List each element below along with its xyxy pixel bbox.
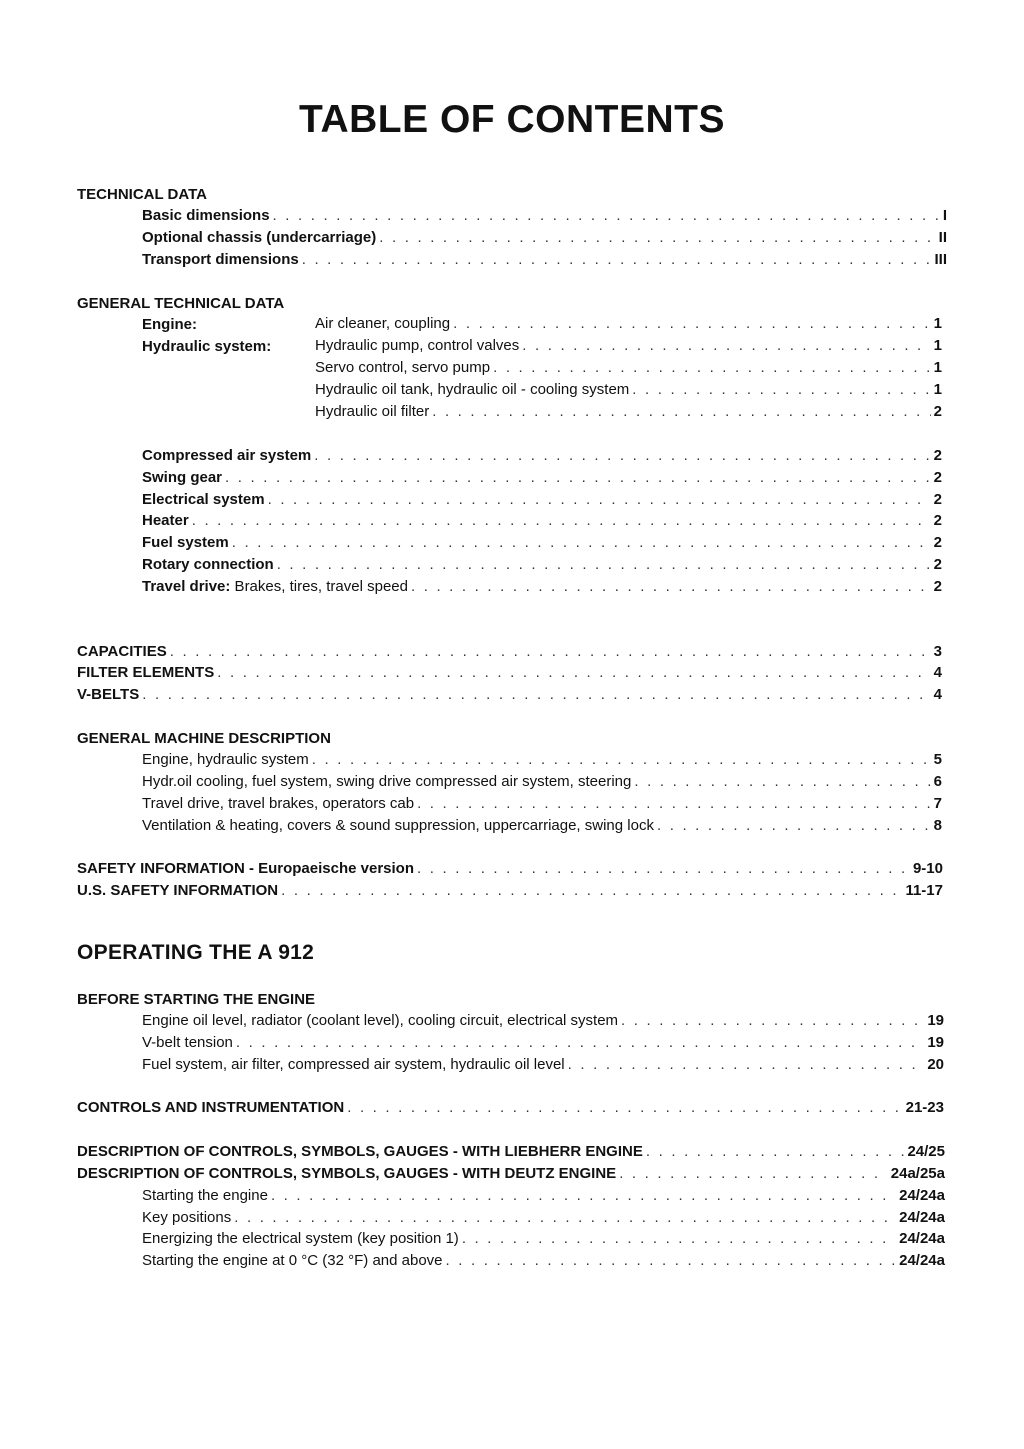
toc-entry[interactable] (77, 882, 943, 902)
dot-leader (232, 534, 931, 551)
dot-leader (277, 556, 931, 573)
toc-entry[interactable] (142, 1056, 944, 1076)
entry-label: CONTROLS AND INSTRUMENTATION (77, 1099, 345, 1116)
entry-page: 8 (933, 817, 942, 834)
dot-leader (493, 359, 931, 376)
toc-entry-controls[interactable] (77, 1099, 944, 1119)
entry-page: 5 (933, 751, 942, 768)
entry-page: 9-10 (912, 860, 943, 877)
entry-label: Heater (142, 512, 189, 529)
dot-leader (142, 686, 930, 703)
dot-leader (236, 1034, 924, 1051)
entry-label: Starting the engine (142, 1187, 268, 1204)
toc-entry[interactable] (142, 773, 942, 793)
dot-leader (417, 795, 931, 812)
dot-leader (634, 773, 930, 790)
toc-entry[interactable] (142, 817, 942, 837)
section-heading-general-technical-data: GENERAL TECHNICAL DATA (77, 295, 285, 312)
entry-label: Transport dimensions (142, 251, 299, 268)
toc-entry[interactable] (142, 512, 942, 532)
toc-entry[interactable] (315, 381, 942, 401)
section-heading-before-starting: BEFORE STARTING THE ENGINE (77, 991, 316, 1008)
dot-leader (619, 1165, 888, 1182)
entry-page: 6 (933, 773, 942, 790)
entry-page: 3 (933, 643, 942, 660)
engine-label: Engine: (142, 316, 197, 333)
entry-label: Engine, hydraulic system (142, 751, 309, 768)
dot-leader (192, 512, 931, 529)
entry-label: Optional chassis (undercarriage) (142, 229, 377, 246)
entry-label: Ventilation & heating, covers & sound suppression, uppercarriage, swing lock (142, 817, 654, 834)
entry-page: 2 (933, 491, 942, 508)
hydraulic-system-label: Hydraulic system: (142, 338, 272, 355)
dot-leader (379, 229, 935, 246)
entry-page: 19 (927, 1012, 944, 1029)
toc-entry[interactable] (142, 534, 942, 554)
dot-leader (302, 251, 932, 268)
dot-leader (446, 1252, 897, 1269)
entry-label: Air cleaner, coupling (315, 315, 451, 332)
entry-label: Fuel system (142, 534, 229, 551)
toc-entry[interactable] (77, 860, 943, 880)
dot-leader (417, 860, 910, 877)
dot-leader (217, 664, 930, 681)
toc-entry[interactable] (77, 686, 942, 706)
entry-page: II (938, 229, 947, 246)
dot-leader (314, 447, 930, 464)
dot-leader (621, 1012, 924, 1029)
toc-entry[interactable] (142, 1209, 945, 1229)
entry-page: 2 (933, 469, 942, 486)
entry-label: Rotary connection (142, 556, 274, 573)
toc-entry[interactable] (142, 229, 947, 249)
toc-entry[interactable] (142, 251, 947, 271)
entry-page: 2 (933, 403, 942, 420)
dot-leader (522, 337, 930, 354)
toc-entry[interactable] (142, 1252, 945, 1272)
dot-leader (312, 751, 931, 768)
dot-leader (273, 207, 940, 224)
entry-label: DESCRIPTION OF CONTROLS, SYMBOLS, GAUGES - WITH DEUTZ ENGINE (77, 1165, 617, 1182)
section-heading-technical-data: TECHNICAL DATA (77, 186, 207, 203)
section-heading-machine-description: GENERAL MACHINE DESCRIPTION (77, 730, 331, 747)
entry-page: I (942, 207, 947, 224)
dot-leader (347, 1099, 902, 1116)
entry-label: Basic dimensions (142, 207, 270, 224)
entry-page: 2 (933, 512, 942, 529)
dot-leader (234, 1209, 896, 1226)
entry-label: Starting the engine at 0 °C (32 °F) and above (142, 1252, 443, 1269)
toc-entry[interactable] (142, 1012, 944, 1032)
entry-label: V-belt tension (142, 1034, 233, 1051)
entry-page: 2 (933, 556, 942, 573)
entry-page: 4 (933, 686, 942, 703)
entry-page: 24a/25a (890, 1165, 945, 1182)
entry-page: 24/25 (907, 1143, 945, 1160)
entry-page: 19 (927, 1034, 944, 1051)
toc-entry[interactable] (142, 447, 942, 467)
dot-leader (411, 578, 931, 595)
entry-label: Engine oil level, radiator (coolant level), cooling circuit, electrical system (142, 1012, 619, 1029)
toc-entry[interactable] (77, 1165, 945, 1185)
entry-label: Energizing the electrical system (key position 1) (142, 1230, 459, 1247)
entry-page: 2 (933, 578, 942, 595)
entry-label: Hydraulic oil filter (315, 403, 430, 420)
entry-page: 24/24a (899, 1209, 945, 1226)
entry-label: CAPACITIES (77, 643, 167, 660)
entry-label: U.S. SAFETY INFORMATION (77, 882, 279, 899)
entry-page: 1 (933, 315, 942, 332)
toc-entry[interactable] (142, 1230, 945, 1250)
toc-entry[interactable] (142, 469, 942, 489)
toc-entry[interactable] (142, 207, 947, 227)
dot-leader (432, 403, 930, 420)
toc-entry[interactable] (142, 1187, 945, 1207)
entry-page: 24/24a (899, 1230, 945, 1247)
toc-entry[interactable] (142, 491, 942, 511)
entry-page: 4 (933, 664, 942, 681)
entry-label: Electrical system (142, 491, 265, 508)
toc-entry[interactable] (315, 337, 942, 357)
entry-label: Key positions (142, 1209, 232, 1226)
toc-entry[interactable] (315, 315, 942, 335)
toc-entry[interactable] (142, 1034, 944, 1054)
entry-label: SAFETY INFORMATION - Europaeische version (77, 860, 415, 877)
entry-label: Brakes, tires, travel speed (230, 578, 408, 595)
dot-leader (462, 1230, 896, 1247)
toc-entry[interactable] (315, 403, 942, 423)
entry-label: Travel drive, travel brakes, operators cab (142, 795, 415, 812)
toc-entry[interactable] (77, 1143, 945, 1163)
entry-page: 1 (933, 359, 942, 376)
entry-label: Hydraulic pump, control valves (315, 337, 520, 354)
dot-leader (568, 1056, 925, 1073)
entry-page: 24/24a (899, 1187, 945, 1204)
entry-page: 7 (933, 795, 942, 812)
entry-page: 11-17 (905, 882, 943, 899)
toc-entry[interactable] (142, 795, 942, 815)
entry-label: DESCRIPTION OF CONTROLS, SYMBOLS, GAUGES - WITH LIEBHERR ENGINE (77, 1143, 643, 1160)
toc-entry[interactable] (77, 643, 942, 663)
dot-leader (632, 381, 930, 398)
entry-label: FILTER ELEMENTS (77, 664, 215, 681)
entry-page: 21-23 (905, 1099, 944, 1116)
entry-label: Swing gear (142, 469, 223, 486)
entry-label: Servo control, servo pump (315, 359, 491, 376)
entry-page: 1 (933, 337, 942, 354)
toc-entry[interactable] (315, 359, 942, 379)
page-title: TABLE OF CONTENTS (299, 98, 725, 141)
entry-page: 1 (933, 381, 942, 398)
entry-page: 2 (933, 447, 942, 464)
dot-leader (225, 469, 931, 486)
dot-leader (271, 1187, 896, 1204)
entry-label: Compressed air system (142, 447, 312, 464)
toc-entry[interactable] (142, 751, 942, 771)
entry-page: III (934, 251, 947, 268)
dot-leader (453, 315, 931, 332)
toc-entry[interactable] (77, 664, 942, 684)
entry-page: 2 (933, 534, 942, 551)
toc-entry[interactable] (142, 556, 942, 576)
toc-entry-travel-drive[interactable] (142, 578, 942, 598)
dot-leader (657, 817, 931, 834)
dot-leader (281, 882, 902, 899)
dot-leader (170, 643, 931, 660)
entry-label: Hydraulic oil tank, hydraulic oil - cooling system (315, 381, 630, 398)
dot-leader (646, 1143, 905, 1160)
entry-label: Hydr.oil cooling, fuel system, swing drive compressed air system, steering (142, 773, 632, 790)
entry-label: V-BELTS (77, 686, 140, 703)
entry-page: 24/24a (899, 1252, 945, 1269)
entry-page: 20 (927, 1056, 944, 1073)
section-heading-operating: OPERATING THE A 912 (77, 941, 315, 964)
entry-label-prefix: Travel drive: (142, 578, 231, 595)
entry-label: Fuel system, air filter, compressed air system, hydraulic oil level (142, 1056, 565, 1073)
dot-leader (268, 491, 931, 508)
